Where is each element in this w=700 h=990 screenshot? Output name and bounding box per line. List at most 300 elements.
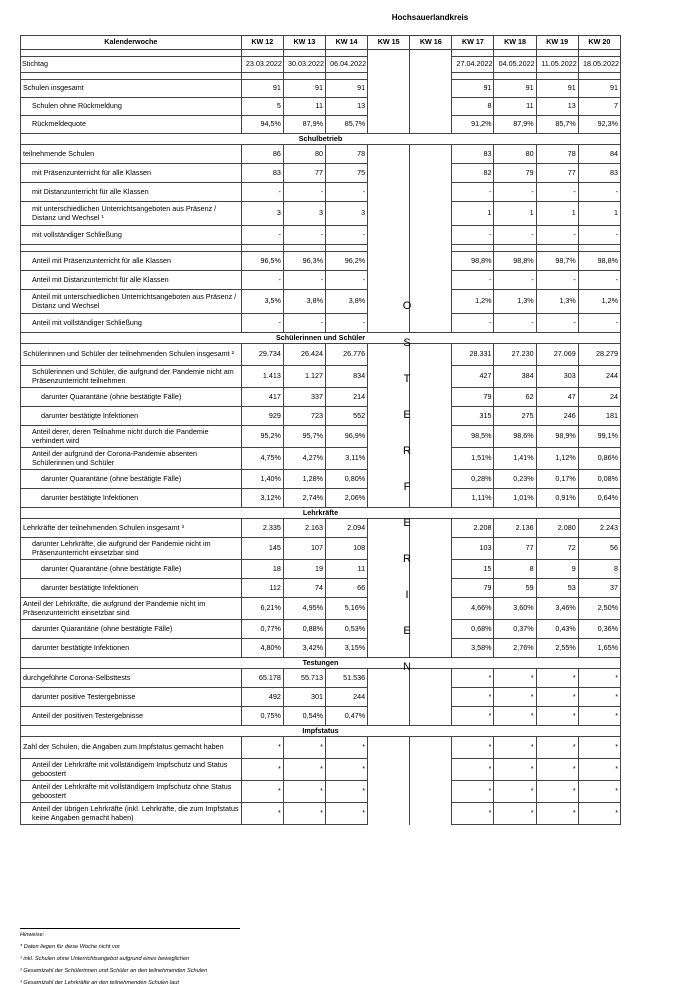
value-cell: *	[494, 707, 536, 726]
row-label: Stichtag	[21, 57, 242, 73]
row-label: Anteil mit Distanzunterricht für alle Klassen	[21, 271, 242, 290]
row-label: Anteil der Lehrkräfte, die aufgrund der Pandemie nicht im Präsenzunterricht einsetzbar sind	[21, 598, 242, 620]
value-cell: 3,15%	[325, 639, 367, 658]
value-cell: 0,77%	[241, 620, 283, 639]
value-cell: 78	[325, 145, 367, 164]
value-cell: 2,55%	[536, 639, 578, 658]
header-label: Kalenderwoche	[21, 36, 242, 50]
value-cell: 3,12%	[241, 489, 283, 508]
table-row	[21, 803, 621, 825]
value-cell: 3,46%	[536, 598, 578, 620]
value-cell: 1.413	[241, 366, 283, 388]
table-row	[21, 407, 621, 426]
value-cell	[410, 759, 452, 781]
row-label: Schülerinnen und Schüler der teilnehmenden Schulen insgesamt ²	[21, 344, 242, 366]
value-cell: 0,37%	[494, 620, 536, 639]
value-cell	[368, 759, 410, 781]
value-cell: 55.713	[283, 669, 325, 688]
value-cell: 66	[325, 579, 367, 598]
value-cell: 77	[283, 164, 325, 183]
value-cell: *	[452, 707, 494, 726]
row-label: Schulen ohne Rückmeldung	[21, 98, 242, 116]
value-cell	[368, 252, 410, 271]
value-cell	[410, 164, 452, 183]
value-cell: 83	[452, 145, 494, 164]
value-cell: 98,6%	[494, 426, 536, 448]
value-cell: *	[494, 803, 536, 825]
value-cell: 8	[494, 560, 536, 579]
value-cell: 0,53%	[325, 620, 367, 639]
value-cell	[368, 164, 410, 183]
value-cell: 27.069	[536, 344, 578, 366]
ostern-letter: N	[403, 661, 411, 673]
row-label: darunter bestätigte Infektionen	[21, 407, 242, 426]
ostern-letter: E	[403, 409, 411, 421]
value-cell: 95,2%	[241, 426, 283, 448]
row-label: darunter bestätigte Infektionen	[21, 579, 242, 598]
value-cell	[368, 145, 410, 164]
row-label: teilnehmende Schulen	[21, 145, 242, 164]
value-cell: 1,3%	[494, 290, 536, 314]
value-cell	[368, 639, 410, 658]
row-label: mit Präsenzunterricht für alle Klassen	[21, 164, 242, 183]
row-label: darunter bestätigte Infektionen	[21, 639, 242, 658]
value-cell: 5,16%	[325, 598, 367, 620]
value-cell: *	[578, 737, 620, 759]
ostern-letter: R	[403, 445, 411, 457]
table-row	[21, 579, 621, 598]
value-cell: 91	[536, 80, 578, 98]
value-cell: 315	[452, 407, 494, 426]
value-cell: 427	[452, 366, 494, 388]
value-cell: 53	[536, 579, 578, 598]
table-row	[21, 116, 621, 134]
row-label: Zahl der Schulen, die Angaben zum Impfstatus gemacht haben	[21, 737, 242, 759]
table-row	[21, 448, 621, 470]
value-cell: *	[494, 781, 536, 803]
row-label: Anteil der Lehrkräfte mit vollständigem Impfschutz und Status geboostert	[21, 759, 242, 781]
value-cell: 929	[241, 407, 283, 426]
value-cell: 1	[578, 202, 620, 226]
row-label: darunter positive Testergebnisse	[21, 688, 242, 707]
row-label: Anteil mit unterschiedlichen Unterrichtsangeboten aus Präsenz / Distanz und Wechsel	[21, 290, 242, 314]
value-cell	[410, 145, 452, 164]
value-cell: 214	[325, 388, 367, 407]
value-cell: 145	[241, 538, 283, 560]
value-cell	[410, 688, 452, 707]
week-header: KW 15	[368, 36, 410, 50]
value-cell: -	[536, 226, 578, 245]
value-cell: 8	[452, 98, 494, 116]
stichtag-row	[21, 57, 621, 73]
value-cell: 29.734	[241, 344, 283, 366]
value-cell: 4,75%	[241, 448, 283, 470]
spacer-row	[21, 245, 621, 252]
value-cell: 1,65%	[578, 639, 620, 658]
value-cell: *	[452, 759, 494, 781]
row-label: Anteil der aufgrund der Corona-Pandemie absenten Schülerinnen und Schüler	[21, 448, 242, 470]
value-cell	[368, 183, 410, 202]
value-cell: -	[325, 271, 367, 290]
value-cell: 96,9%	[325, 426, 367, 448]
value-cell: -	[452, 314, 494, 333]
value-cell: 9	[536, 560, 578, 579]
table-row	[21, 669, 621, 688]
value-cell: 3	[325, 202, 367, 226]
section-header	[21, 333, 621, 344]
value-cell: 56	[578, 538, 620, 560]
row-label: mit Distanzunterricht für alle Klassen	[21, 183, 242, 202]
value-cell: 79	[452, 579, 494, 598]
value-cell: -	[452, 183, 494, 202]
value-cell: 0,28%	[452, 470, 494, 489]
value-cell: 27.230	[494, 344, 536, 366]
table-row	[21, 290, 621, 314]
value-cell: *	[536, 707, 578, 726]
value-cell: 107	[283, 538, 325, 560]
value-cell: -	[283, 314, 325, 333]
value-cell: 98,5%	[452, 426, 494, 448]
value-cell	[368, 688, 410, 707]
value-cell: 86	[241, 145, 283, 164]
value-cell: 2,76%	[494, 639, 536, 658]
value-cell: 1	[494, 202, 536, 226]
value-cell: 3	[241, 202, 283, 226]
value-cell: 91	[325, 80, 367, 98]
row-label: darunter Lehrkräfte, die aufgrund der Pandemie nicht im Präsenzunterricht einsetzbar sind	[21, 538, 242, 560]
value-cell	[410, 737, 452, 759]
row-label: darunter Quarantäne (ohne bestätigte Fälle)	[21, 470, 242, 489]
ostern-letter: T	[403, 373, 411, 385]
value-cell: *	[578, 707, 620, 726]
value-cell: 4,80%	[241, 639, 283, 658]
value-cell: *	[241, 781, 283, 803]
value-cell: -	[283, 183, 325, 202]
week-header: KW 13	[283, 36, 325, 50]
value-cell	[410, 116, 452, 134]
value-cell	[410, 781, 452, 803]
value-cell: 2,50%	[578, 598, 620, 620]
value-cell: 11	[494, 98, 536, 116]
value-cell: 87,9%	[283, 116, 325, 134]
row-label: Anteil mit Präsenzunterricht für alle Klassen	[21, 252, 242, 271]
value-cell: 85,7%	[325, 116, 367, 134]
value-cell: -	[494, 271, 536, 290]
value-cell: 96,2%	[325, 252, 367, 271]
value-cell: 13	[325, 98, 367, 116]
value-cell: 80	[283, 145, 325, 164]
value-cell: 384	[494, 366, 536, 388]
value-cell: *	[283, 737, 325, 759]
value-cell	[368, 116, 410, 134]
value-cell: -	[325, 314, 367, 333]
value-cell: 1,2%	[452, 290, 494, 314]
value-cell: 19	[283, 560, 325, 579]
value-cell: 0,47%	[325, 707, 367, 726]
value-cell: 5	[241, 98, 283, 116]
value-cell: 98,7%	[536, 252, 578, 271]
value-cell: 91	[283, 80, 325, 98]
value-cell: *	[494, 669, 536, 688]
value-cell: 0,88%	[283, 620, 325, 639]
value-cell: *	[325, 781, 367, 803]
value-cell: *	[578, 669, 620, 688]
footnote-heading: Hinweise:	[20, 932, 45, 938]
table-row	[21, 707, 621, 726]
value-cell: -	[325, 183, 367, 202]
value-cell: 112	[241, 579, 283, 598]
row-label: Anteil der Lehrkräfte mit vollständigem Impfschutz ohne Status geboostert	[21, 781, 242, 803]
date-cell: 23.03.2022	[241, 57, 283, 73]
value-cell: 2,74%	[283, 489, 325, 508]
value-cell: -	[536, 314, 578, 333]
ostern-letter: E	[403, 625, 411, 637]
table-row	[21, 781, 621, 803]
week-header: KW 18	[494, 36, 536, 50]
value-cell: *	[494, 688, 536, 707]
value-cell: *	[536, 803, 578, 825]
value-cell: -	[578, 314, 620, 333]
value-cell: 1,01%	[494, 489, 536, 508]
section-header	[21, 658, 621, 669]
document-title: Hochsauerlandkreis	[391, 13, 469, 22]
value-cell: 98,9%	[536, 426, 578, 448]
value-cell: 82	[452, 164, 494, 183]
value-cell: 99,1%	[578, 426, 620, 448]
value-cell: 0,91%	[536, 489, 578, 508]
value-cell: 492	[241, 688, 283, 707]
value-cell: 0,36%	[578, 620, 620, 639]
row-label: Lehrkräfte der teilnehmenden Schulen insgesamt ³	[21, 519, 242, 538]
value-cell	[368, 737, 410, 759]
value-cell: 3,8%	[325, 290, 367, 314]
value-cell: 87,9%	[494, 116, 536, 134]
date-cell	[410, 57, 452, 73]
value-cell: 0,54%	[283, 707, 325, 726]
value-cell: *	[325, 759, 367, 781]
value-cell	[410, 314, 452, 333]
row-label: darunter Quarantäne (ohne bestätigte Fälle)	[21, 560, 242, 579]
value-cell: 301	[283, 688, 325, 707]
value-cell: 2,06%	[325, 489, 367, 508]
value-cell: *	[325, 803, 367, 825]
value-cell: 1,2%	[578, 290, 620, 314]
value-cell: 2.163	[283, 519, 325, 538]
ostern-letter: O	[402, 300, 412, 312]
row-label: Anteil derer, deren Teilnahme nicht durch die Pandemie verhindert wird	[21, 426, 242, 448]
table-body	[21, 36, 621, 825]
value-cell: 2.335	[241, 519, 283, 538]
table-row	[21, 226, 621, 245]
value-cell: 11	[325, 560, 367, 579]
value-cell: 417	[241, 388, 283, 407]
value-cell: 0,68%	[452, 620, 494, 639]
value-cell: -	[536, 183, 578, 202]
header-row	[21, 36, 621, 50]
value-cell: 552	[325, 407, 367, 426]
value-cell: 1,51%	[452, 448, 494, 470]
table-row	[21, 598, 621, 620]
value-cell: *	[536, 737, 578, 759]
ostern-letter: E	[403, 517, 411, 529]
date-cell: 27.04.2022	[452, 57, 494, 73]
footnote-item: ¹ inkl. Schulen ohne Unterrichtsangebot aufgrund eines beweglichen	[20, 956, 190, 962]
value-cell: 1,28%	[283, 470, 325, 489]
ostern-letter: F	[403, 481, 411, 493]
value-cell: 96,5%	[241, 252, 283, 271]
value-cell: 108	[325, 538, 367, 560]
table-row	[21, 252, 621, 271]
value-cell	[368, 226, 410, 245]
value-cell: 77	[494, 538, 536, 560]
value-cell: 1,40%	[241, 470, 283, 489]
value-cell: -	[578, 271, 620, 290]
value-cell: 7	[578, 98, 620, 116]
value-cell: 15	[452, 560, 494, 579]
value-cell: 62	[494, 388, 536, 407]
value-cell: 244	[325, 688, 367, 707]
value-cell: 1.127	[283, 366, 325, 388]
section-header	[21, 508, 621, 519]
row-label: mit unterschiedlichen Unterrichtsangeboten aus Präsenz / Distanz und Wechsel ¹	[21, 202, 242, 226]
value-cell: 94,5%	[241, 116, 283, 134]
value-cell: 1	[536, 202, 578, 226]
value-cell: 4,66%	[452, 598, 494, 620]
spacer-row	[21, 73, 621, 80]
value-cell: 337	[283, 388, 325, 407]
value-cell: 1,3%	[536, 290, 578, 314]
value-cell: *	[578, 688, 620, 707]
table-row	[21, 538, 621, 560]
value-cell	[368, 98, 410, 116]
value-cell	[410, 639, 452, 658]
value-cell: 834	[325, 366, 367, 388]
value-cell: 83	[241, 164, 283, 183]
value-cell: *	[536, 759, 578, 781]
value-cell: 4,95%	[283, 598, 325, 620]
spacer-row	[21, 50, 621, 57]
date-cell: 18.05.2022	[578, 57, 620, 73]
table-row	[21, 164, 621, 183]
table-row	[21, 560, 621, 579]
value-cell	[410, 707, 452, 726]
value-cell: -	[578, 183, 620, 202]
value-cell	[410, 252, 452, 271]
value-cell: -	[325, 226, 367, 245]
table-row	[21, 388, 621, 407]
value-cell: 3,8%	[283, 290, 325, 314]
value-cell: *	[283, 781, 325, 803]
value-cell: -	[241, 314, 283, 333]
value-cell: 47	[536, 388, 578, 407]
value-cell: 13	[536, 98, 578, 116]
week-header: KW 19	[536, 36, 578, 50]
value-cell: 26.776	[325, 344, 367, 366]
value-cell: 0,43%	[536, 620, 578, 639]
section-header	[21, 134, 621, 145]
row-label: darunter bestätigte Infektionen	[21, 489, 242, 508]
value-cell: 92,3%	[578, 116, 620, 134]
section-title: Lehrkräfte	[21, 508, 621, 519]
table-row	[21, 314, 621, 333]
value-cell: -	[536, 271, 578, 290]
value-cell: 98,8%	[452, 252, 494, 271]
value-cell: 2.243	[578, 519, 620, 538]
value-cell: *	[283, 803, 325, 825]
value-cell	[410, 202, 452, 226]
value-cell: 3,42%	[283, 639, 325, 658]
value-cell: 77	[536, 164, 578, 183]
table-row	[21, 366, 621, 388]
value-cell: -	[494, 314, 536, 333]
footnote-item: ³ Gesamtzahl der Lehrkräfte an den teilnehmenden Schulen laut	[20, 980, 179, 986]
date-cell: 30.03.2022	[283, 57, 325, 73]
table-row	[21, 688, 621, 707]
value-cell: 3,58%	[452, 639, 494, 658]
table-row	[21, 202, 621, 226]
value-cell	[368, 80, 410, 98]
value-cell: 246	[536, 407, 578, 426]
value-cell: 2.094	[325, 519, 367, 538]
value-cell: *	[452, 737, 494, 759]
value-cell: *	[578, 803, 620, 825]
row-label: Schülerinnen und Schüler, die aufgrund der Pandemie nicht am Präsenzunterricht teilnehmen	[21, 366, 242, 388]
value-cell: 91	[494, 80, 536, 98]
value-cell: 80	[494, 145, 536, 164]
table-row	[21, 519, 621, 538]
table-row	[21, 271, 621, 290]
row-label: darunter Quarantäne (ohne bestätigte Fälle)	[21, 620, 242, 639]
value-cell: 1	[452, 202, 494, 226]
value-cell: *	[452, 803, 494, 825]
row-label: Anteil der positiven Testergebnisse	[21, 707, 242, 726]
date-cell	[368, 57, 410, 73]
row-label: mit vollständiger Schließung	[21, 226, 242, 245]
value-cell: *	[452, 669, 494, 688]
value-cell	[410, 183, 452, 202]
value-cell: 24	[578, 388, 620, 407]
row-label: Schulen insgesamt	[21, 80, 242, 98]
value-cell: 1,11%	[452, 489, 494, 508]
value-cell: -	[283, 271, 325, 290]
value-cell: 65.178	[241, 669, 283, 688]
value-cell: -	[241, 226, 283, 245]
week-header: KW 14	[325, 36, 367, 50]
value-cell: 18	[241, 560, 283, 579]
value-cell	[368, 388, 410, 407]
value-cell	[410, 226, 452, 245]
row-label: darunter Quarantäne (ohne bestätigte Fälle)	[21, 388, 242, 407]
table-row	[21, 426, 621, 448]
value-cell: 0,23%	[494, 470, 536, 489]
value-cell: 0,64%	[578, 489, 620, 508]
value-cell: 96,3%	[283, 252, 325, 271]
row-label: Anteil der übrigen Lehrkräfte (inkl. Lehrkräfte, die zum Impfstatus keine Angaben gemacht haben)	[21, 803, 242, 825]
value-cell: 2.208	[452, 519, 494, 538]
row-label: Anteil mit vollständiger Schließung	[21, 314, 242, 333]
value-cell: 28.279	[578, 344, 620, 366]
week-header: KW 17	[452, 36, 494, 50]
value-cell: 84	[578, 145, 620, 164]
value-cell: 103	[452, 538, 494, 560]
section-title: Schülerinnen und Schüler	[21, 333, 621, 344]
date-cell: 11.05.2022	[536, 57, 578, 73]
table-row	[21, 759, 621, 781]
value-cell	[410, 271, 452, 290]
value-cell: *	[452, 688, 494, 707]
value-cell: 51.536	[325, 669, 367, 688]
value-cell	[368, 781, 410, 803]
